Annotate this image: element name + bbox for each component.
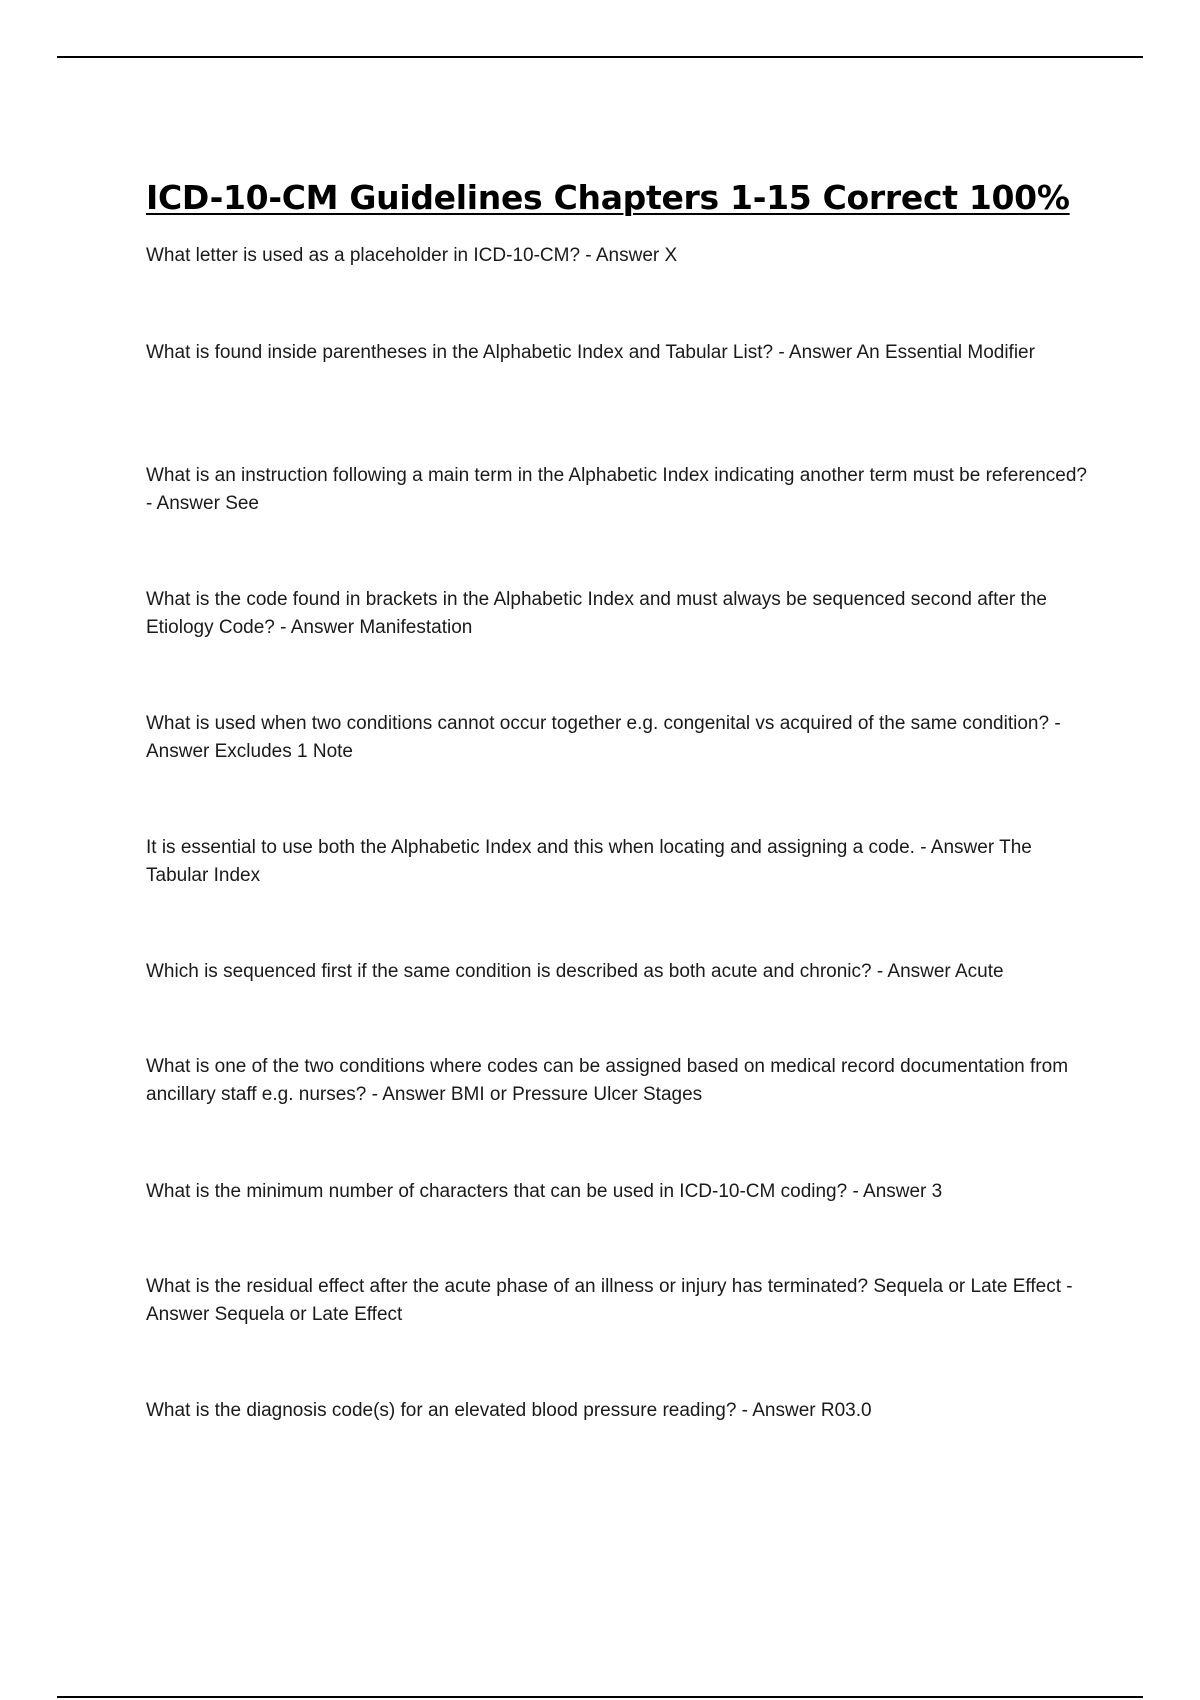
page-title: ICD-10-CM Guidelines Chapters 1-15 Correct 100%	[146, 178, 1070, 217]
header-rule	[57, 56, 1143, 58]
qa-item-2: What is found inside parentheses in the Alphabetic Index and Tabular List? - Answer An Essential Modifier	[146, 342, 1035, 363]
qa-item-11: What is the diagnosis code(s) for an elevated blood pressure reading? - Answer R03.0	[146, 1400, 872, 1421]
qa-item-6: It is essential to use both the Alphabetic Index and this when locating and assigning a code. - Answer The Tabular Index	[146, 837, 1032, 886]
qa-item-5: What is used when two conditions cannot occur together e.g. congenital vs acquired of the same condition? - Answer Excludes 1 Note	[146, 713, 1061, 762]
qa-item-8: What is one of the two conditions where codes can be assigned based on medical record documentation from ancillary staff e.g. nurses? - Answer BMI or Pressure Ulcer Stages	[146, 1056, 1069, 1105]
qa-item-1: What letter is used as a placeholder in ICD-10-CM? - Answer X	[146, 245, 678, 266]
qa-item-9: What is the minimum number of characters that can be used in ICD-10-CM coding? - Answer 3	[146, 1181, 943, 1202]
qa-item-7: Which is sequenced first if the same condition is described as both acute and chronic? - Answer Acute	[146, 961, 1004, 982]
qa-item-3: What is an instruction following a main term in the Alphabetic Index indicating another term must be referenced? - Answer See	[146, 465, 1088, 514]
qa-item-10: What is the residual effect after the acute phase of an illness or injury has terminated? Sequela or Late Effect - Answer Sequela or Late Effect	[146, 1276, 1073, 1325]
footer-rule	[57, 1696, 1143, 1698]
qa-item-4: What is the code found in brackets in the Alphabetic Index and must always be sequenced second after the Etiology Code? - Answer Manifestation	[146, 589, 1047, 638]
